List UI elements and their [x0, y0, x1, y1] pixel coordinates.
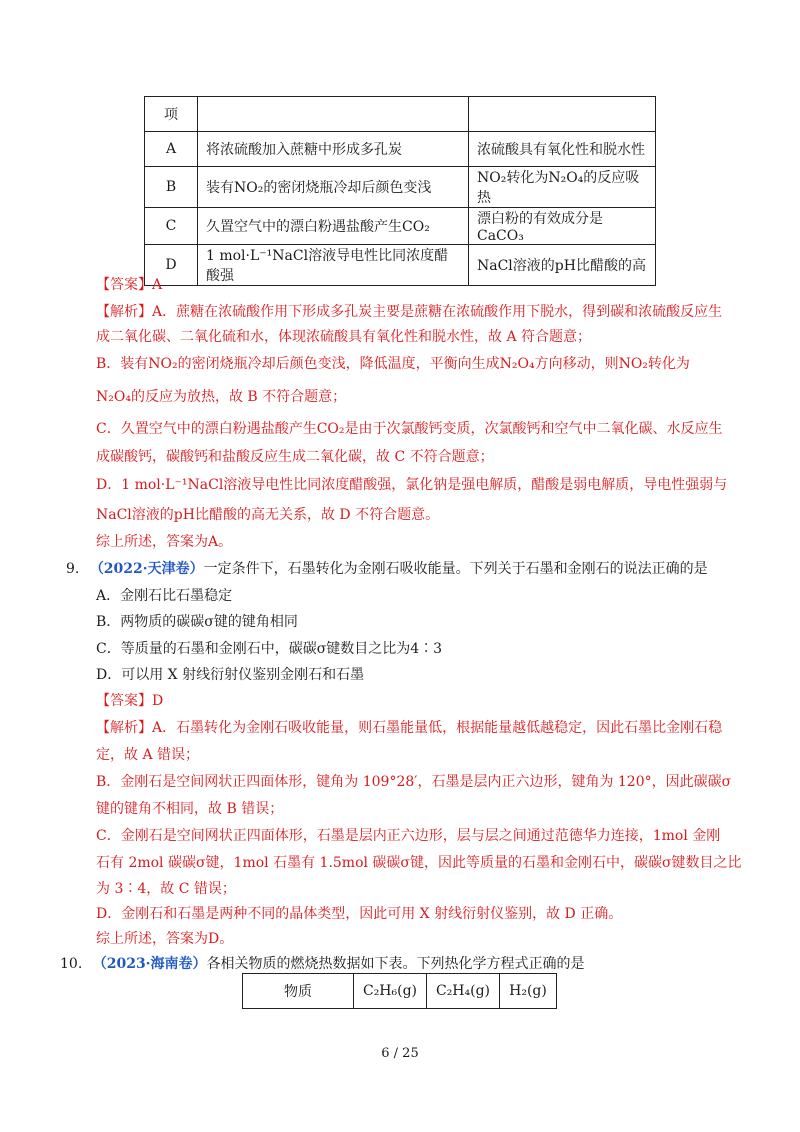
- combustion-heat-table: [242, 973, 557, 1009]
- table-cell: NO₂转化为N₂O₄的反应吸热: [469, 167, 656, 208]
- analysis-line: 为 3∶4，故 C 错误；: [96, 881, 236, 897]
- table-header-cell: 项: [145, 97, 198, 132]
- table-cell: C: [145, 208, 198, 245]
- page-number: 6 / 25: [381, 1046, 419, 1061]
- table-cell: 将浓硫酸加入蔗糖中形成多孔炭: [198, 132, 469, 167]
- analysis-line: NaCl溶液的pH比醋酸的高无关系，故 D 不符合题意。: [96, 507, 440, 523]
- analysis-line: 【解析】A．石墨转化为金刚石吸收能量，则石墨能量低，根据能量越低越稳定，因此石墨比金刚石稳: [96, 720, 723, 736]
- question-9: [66, 558, 708, 578]
- analysis-line: 【解析】A．蔗糖在浓硫酸作用下形成多孔炭主要是蔗糖在浓硫酸作用下脱水，得到碳和浓硫酸反应生: [96, 304, 723, 320]
- question-source: （2023·海南卷）: [92, 956, 207, 972]
- options-table: [144, 96, 656, 286]
- table-cell: D: [145, 245, 198, 286]
- question-stem: 一定条件下，石墨转化为金刚石吸收能量。下列关于石墨和金刚石的说法正确的是: [203, 561, 708, 577]
- analysis-line: N₂O₄的反应为放热，故 B 不符合题意；: [96, 389, 347, 405]
- table-row: [145, 97, 656, 132]
- table-cell: 浓硫酸具有氧化性和脱水性: [469, 132, 656, 167]
- table-header-cell: 物质: [243, 974, 354, 1009]
- table-row: [145, 208, 656, 245]
- table-cell: 1 mol·L⁻¹NaCl溶液导电性比同浓度醋酸强: [198, 245, 469, 286]
- question-10: [60, 953, 585, 973]
- table-row: [145, 132, 656, 167]
- table-header-cell: C₂H₄(g): [427, 974, 500, 1009]
- option-d: D．可以用 X 射线衍射仪鉴别金刚石和石墨: [96, 667, 365, 683]
- question-source: （2022·天津卷）: [89, 561, 204, 577]
- table-row: [145, 245, 656, 286]
- table-cell: 漂白粉的有效成分是CaCO₃: [469, 208, 656, 245]
- analysis-line: 成二氧化碳、二氧化硫和水，体现浓硫酸具有氧化性和脱水性，故 A 符合题意；: [96, 329, 592, 345]
- table-cell: A: [145, 132, 198, 167]
- analysis-line: 键的键角不相同，故 B 错误；: [96, 801, 284, 817]
- table-header-cell: C₂H₆(g): [354, 974, 427, 1009]
- table-header-cell: H₂(g): [500, 974, 557, 1009]
- analysis-line: C．久置空气中的漂白粉遇盐酸产生CO₂是由于次氯酸钙变质，次氯酸钙和空气中二氧化碳、水反应生: [96, 421, 723, 437]
- table-cell: 装有NO₂的密闭烧瓶冷却后颜色变浅: [198, 167, 469, 208]
- table-header-cell: [198, 97, 469, 132]
- answer-label: 【答案】D: [96, 693, 164, 709]
- conclusion-line: 综上所述，答案为A。: [96, 534, 233, 550]
- analysis-line: B．装有NO₂的密闭烧瓶冷却后颜色变浅，降低温度，平衡向生成N₂O₄方向移动，则NO₂转化为: [96, 356, 690, 372]
- table-cell: 久置空气中的漂白粉遇盐酸产生CO₂: [198, 208, 469, 245]
- option-b: B．两物质的碳碳σ键的键角相同: [96, 614, 298, 630]
- table-row: [145, 167, 656, 208]
- table-row: [243, 974, 557, 1009]
- question-number: 10.: [60, 956, 83, 972]
- analysis-line: D．金刚石和石墨是两种不同的晶体类型，因此可用 X 射线衍射仪鉴别，故 D 正确。: [96, 906, 623, 922]
- question-stem: 各相关物质的燃烧热数据如下表。下列热化学方程式正确的是: [206, 956, 585, 972]
- option-c: C．等质量的石墨和金刚石中，碳碳σ键数目之比为4∶3: [96, 641, 443, 657]
- conclusion-line: 综上所述，答案为D。: [96, 931, 234, 947]
- table-header-cell: [469, 97, 656, 132]
- table-cell: NaCl溶液的pH比醋酸的高: [469, 245, 656, 286]
- answer-label: 【答案】A: [96, 277, 163, 293]
- analysis-line: 石有 2mol 碳碳σ键，1mol 石墨有 1.5mol 碳碳σ键，因此等质量的石墨和金刚石中，碳碳σ键数目之比: [96, 855, 742, 871]
- analysis-line: C．金刚石是空间网状正四面体形，石墨是层内正六边形，层与层之间通过范德华力连接，1mol 金刚: [96, 828, 721, 844]
- analysis-line: D．1 mol·L⁻¹NaCl溶液导电性比同浓度醋酸强，氯化钠是强电解质，醋酸是弱电解质，导电性强弱与: [96, 477, 728, 493]
- option-a: A．金刚石比石墨稳定: [96, 588, 233, 604]
- analysis-line: 成碳酸钙，碳酸钙和盐酸反应生成二氧化碳，故 C 不符合题意；: [96, 449, 494, 465]
- table-cell: B: [145, 167, 198, 208]
- analysis-line: 定，故 A 错误；: [96, 747, 200, 763]
- analysis-line: B．金刚石是空间网状正四面体形，键角为 109°28′，石墨是层内正六边形，键角为 120°，因此碳碳σ: [96, 774, 732, 790]
- question-number: 9.: [66, 561, 80, 577]
